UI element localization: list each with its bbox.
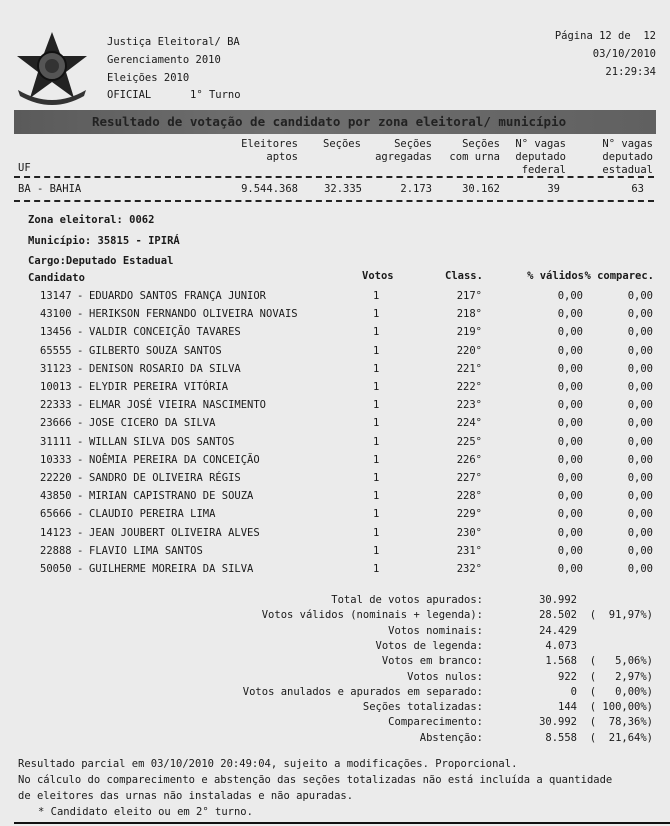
candidate-number: 31111 xyxy=(40,435,72,448)
total-label: Abstenção: xyxy=(419,731,483,744)
candidate-name: HERIKSON FERNANDO OLIVEIRA NOVAIS xyxy=(89,308,298,321)
candidate-class: 226° xyxy=(456,453,482,466)
total-row xyxy=(0,732,670,748)
candidate-class: 228° xyxy=(456,490,482,503)
candidate-pct-validos: 0,00 xyxy=(557,417,583,430)
total-percent: ( 21,64%) xyxy=(589,731,653,744)
candidate-votes: 1 xyxy=(373,563,380,575)
total-label: Votos de legenda: xyxy=(375,639,483,652)
candidate-class: 219° xyxy=(456,326,482,339)
footer-line-3: de eleitores das urnas não instaladas e não apuradas. xyxy=(18,790,354,802)
candidate-name: DENISON ROSARIO DA SILVA xyxy=(89,362,241,375)
candidate-name: WILLAN SILVA DOS SANTOS xyxy=(89,435,235,448)
candidate-class: 232° xyxy=(456,563,482,575)
candidate-dash: - xyxy=(77,526,84,539)
candidate-class: 231° xyxy=(456,544,482,557)
candidate-votes: 1 xyxy=(373,490,380,503)
total-label: Votos anulados e apurados em separado: xyxy=(242,685,483,698)
candidate-pct-comparec: 0,00 xyxy=(627,453,653,466)
candidate-pct-comparec: 0,00 xyxy=(627,417,653,430)
candidate-row xyxy=(0,417,670,433)
total-percent: ( 2,97%) xyxy=(589,670,653,683)
candidate-pct-validos: 0,00 xyxy=(557,399,583,412)
secoes-value: 32.335 xyxy=(324,183,362,195)
candidate-row xyxy=(0,508,670,524)
col-eleitores: Eleitores aptos xyxy=(241,138,298,163)
candidate-number: 22333 xyxy=(40,399,72,412)
total-row xyxy=(0,716,670,732)
candidate-pct-comparec: 0,00 xyxy=(627,290,653,302)
total-value: 1.568 xyxy=(545,655,577,668)
candidate-number: 10333 xyxy=(40,453,72,466)
candidate-class: 227° xyxy=(456,472,482,484)
total-row xyxy=(0,640,670,656)
total-value: 4.073 xyxy=(545,639,577,652)
candidate-row xyxy=(0,563,670,579)
candidate-row xyxy=(0,308,670,324)
total-value: 8.558 xyxy=(545,731,577,744)
candidate-pct-validos: 0,00 xyxy=(557,435,583,448)
candidate-votes: 1 xyxy=(373,453,380,466)
divider xyxy=(14,176,654,178)
footer-line-1: Resultado parcial em 03/10/2010 20:49:04, sujeito a modificações. Proporcional. xyxy=(18,758,518,770)
candidate-name: NOÊMIA PEREIRA DA CONCEIÇÃO xyxy=(89,453,260,466)
candidate-number: 23666 xyxy=(40,417,72,430)
candidate-votes: 1 xyxy=(373,326,380,339)
candidate-dash: - xyxy=(77,308,84,321)
candidate-dash: - xyxy=(77,490,84,503)
candidate-dash: - xyxy=(77,326,84,339)
col-uf: UF xyxy=(18,162,31,174)
candidate-name: VALDIR CONCEIÇÃO TAVARES xyxy=(89,326,241,339)
candidate-class: 230° xyxy=(456,526,482,539)
page-number: Página 12 de 12 xyxy=(554,30,656,42)
total-value: 0 xyxy=(570,685,577,698)
candidate-votes: 1 xyxy=(373,544,380,557)
candidate-class: 223° xyxy=(456,399,482,412)
candidate-pct-validos: 0,00 xyxy=(557,526,583,539)
total-label: Votos nulos: xyxy=(407,670,483,683)
candidate-pct-validos: 0,00 xyxy=(557,472,583,484)
candidate-votes: 1 xyxy=(373,435,380,448)
candidate-class: 229° xyxy=(456,508,482,521)
candidate-name: EDUARDO SANTOS FRANÇA JUNIOR xyxy=(89,290,267,302)
total-row xyxy=(0,701,670,717)
validos-header: % válidos xyxy=(527,270,584,282)
candidate-votes: 1 xyxy=(373,344,380,357)
candidate-number: 65555 xyxy=(40,344,72,357)
divider xyxy=(14,200,654,202)
col-estadual: N° vagas deputado estadual xyxy=(602,138,653,176)
candidate-dash: - xyxy=(77,435,84,448)
candidate-row xyxy=(0,527,670,543)
candidate-pct-comparec: 0,00 xyxy=(627,381,653,393)
candidate-pct-validos: 0,00 xyxy=(557,308,583,321)
candidate-votes: 1 xyxy=(373,290,380,302)
total-value: 30.992 xyxy=(539,716,577,729)
candidate-pct-comparec: 0,00 xyxy=(627,526,653,539)
report-time: 21:29:34 xyxy=(605,66,656,78)
candidate-row xyxy=(0,472,670,488)
candidate-pct-validos: 0,00 xyxy=(557,563,583,575)
candidate-pct-comparec: 0,00 xyxy=(627,490,653,503)
candidate-pct-validos: 0,00 xyxy=(557,381,583,393)
candidate-name: ELMAR JOSÉ VIEIRA NASCIMENTO xyxy=(89,399,267,412)
candidate-name: CLAUDIO PEREIRA LIMA xyxy=(89,508,216,521)
candidate-row xyxy=(0,490,670,506)
candidate-pct-comparec: 0,00 xyxy=(627,344,653,357)
candidate-class: 224° xyxy=(456,417,482,430)
candidate-class: 220° xyxy=(456,344,482,357)
status-label: OFICIAL xyxy=(107,89,152,101)
candidate-number: 43850 xyxy=(40,490,72,503)
candidate-votes: 1 xyxy=(373,508,380,521)
total-label: Votos válidos (nominais + legenda): xyxy=(261,609,483,622)
candidate-name: JOSE CICERO DA SILVA xyxy=(89,417,216,430)
candidate-row xyxy=(0,381,670,397)
candidate-pct-validos: 0,00 xyxy=(557,362,583,375)
system-name: Gerenciamento 2010 xyxy=(107,54,221,66)
candidate-dash: - xyxy=(77,563,84,575)
brasil-coat-of-arms-seal xyxy=(14,30,90,106)
total-value: 144 xyxy=(558,701,577,714)
candidate-number: 65666 xyxy=(40,508,72,521)
candidate-dash: - xyxy=(77,381,84,393)
candidate-number: 50050 xyxy=(40,563,72,575)
candidate-pct-comparec: 0,00 xyxy=(627,308,653,321)
federal-value: 39 xyxy=(547,183,560,195)
candidate-class: 222° xyxy=(456,381,482,393)
org-name: Justiça Eleitoral/ BA xyxy=(107,36,240,48)
candidate-pct-comparec: 0,00 xyxy=(627,508,653,521)
candidate-number: 13456 xyxy=(40,326,72,339)
total-row xyxy=(0,609,670,625)
total-value: 24.429 xyxy=(539,624,577,637)
candidate-number: 10013 xyxy=(40,381,72,393)
candidate-number: 22888 xyxy=(40,544,72,557)
candidate-pct-comparec: 0,00 xyxy=(627,362,653,375)
candidate-dash: - xyxy=(77,453,84,466)
candidate-number: 43100 xyxy=(40,308,72,321)
report-date: 03/10/2010 xyxy=(592,48,656,60)
col-urna: Seções com urna xyxy=(449,138,500,163)
candidate-pct-validos: 0,00 xyxy=(557,544,583,557)
candidate-pct-validos: 0,00 xyxy=(557,290,583,302)
total-row xyxy=(0,655,670,671)
candidate-name: FLAVIO LIMA SANTOS xyxy=(89,544,203,557)
municipio-label: Município: 35815 - IPIRÁ xyxy=(28,235,180,247)
col-federal: N° vagas deputado federal xyxy=(515,138,566,176)
col-agregadas: Seções agregadas xyxy=(375,138,432,163)
candidate-row xyxy=(0,290,670,306)
total-row xyxy=(0,686,670,702)
candidate-pct-comparec: 0,00 xyxy=(627,399,653,412)
report-title-banner xyxy=(14,110,656,134)
total-row xyxy=(0,625,670,641)
candidate-row xyxy=(0,454,670,470)
candidate-row xyxy=(0,545,670,561)
election-name: Eleições 2010 xyxy=(107,72,190,84)
bottom-rule xyxy=(14,822,670,824)
candidate-row xyxy=(0,345,670,361)
total-label: Seções totalizadas: xyxy=(362,701,483,714)
candidate-number: 31123 xyxy=(40,362,72,375)
total-row xyxy=(0,671,670,687)
class-header: Class. xyxy=(445,270,483,282)
candidate-class: 221° xyxy=(456,362,482,375)
candidate-number: 13147 xyxy=(40,290,72,302)
candidate-pct-comparec: 0,00 xyxy=(627,472,653,484)
candidate-votes: 1 xyxy=(373,362,380,375)
candidate-dash: - xyxy=(77,344,84,357)
zona-label: Zona eleitoral: 0062 xyxy=(28,214,155,226)
candidate-dash: - xyxy=(77,544,84,557)
total-percent: ( 78,36%) xyxy=(589,716,653,729)
candidate-name: ELYDIR PEREIRA VITÓRIA xyxy=(89,381,229,393)
total-label: Votos nominais: xyxy=(388,624,483,637)
candidate-number: 22220 xyxy=(40,472,72,484)
total-percent: ( 91,97%) xyxy=(589,609,653,622)
total-percent: ( 5,06%) xyxy=(589,655,653,668)
candidate-row xyxy=(0,436,670,452)
comparec-header: % comparec. xyxy=(584,270,654,282)
uf-value: BA - BAHIA xyxy=(18,183,82,195)
candidate-dash: - xyxy=(77,362,84,375)
candidate-dash: - xyxy=(77,399,84,412)
candidate-pct-validos: 0,00 xyxy=(557,453,583,466)
report-title: Resultado de votação de candidato por zona eleitoral/ município xyxy=(92,114,567,129)
candidate-row xyxy=(0,399,670,415)
candidate-class: 217° xyxy=(456,290,482,302)
total-percent: ( 0,00%) xyxy=(589,685,653,698)
candidate-name: MIRIAN CAPISTRANO DE SOUZA xyxy=(89,490,254,503)
candidate-name: SANDRO DE OLIVEIRA RÉGIS xyxy=(89,472,241,484)
candidate-name: GILBERTO SOUZA SANTOS xyxy=(89,344,222,357)
candidate-votes: 1 xyxy=(373,526,380,539)
candidate-dash: - xyxy=(77,290,84,302)
candidate-name: JEAN JOUBERT OLIVEIRA ALVES xyxy=(89,526,260,539)
footer-note: * Candidato eleito ou em 2° turno. xyxy=(38,806,253,818)
candidate-votes: 1 xyxy=(373,381,380,393)
col-secoes: Seções xyxy=(323,138,361,150)
candidate-pct-comparec: 0,00 xyxy=(627,326,653,339)
eleitores-value: 9.544.368 xyxy=(241,183,298,195)
candidate-row xyxy=(0,363,670,379)
candidate-pct-comparec: 0,00 xyxy=(627,435,653,448)
candidate-votes: 1 xyxy=(373,399,380,412)
candidate-pct-validos: 0,00 xyxy=(557,490,583,503)
candidate-dash: - xyxy=(77,417,84,430)
total-value: 28.502 xyxy=(539,609,577,622)
candidato-header: Candidato xyxy=(28,272,85,284)
total-percent: ( 100,00%) xyxy=(589,701,653,714)
total-label: Total de votos apurados: xyxy=(331,594,483,606)
candidate-votes: 1 xyxy=(373,472,380,484)
candidate-dash: - xyxy=(77,508,84,521)
round-label: 1° Turno xyxy=(190,89,241,101)
total-label: Votos em branco: xyxy=(381,655,483,668)
total-row xyxy=(0,594,670,610)
candidate-class: 225° xyxy=(456,435,482,448)
total-label: Comparecimento: xyxy=(388,716,483,729)
estadual-value: 63 xyxy=(631,183,644,195)
votos-header: Votos xyxy=(362,270,394,282)
candidate-name: GUILHERME MOREIRA DA SILVA xyxy=(89,563,254,575)
candidate-class: 218° xyxy=(456,308,482,321)
candidate-number: 14123 xyxy=(40,526,72,539)
candidate-votes: 1 xyxy=(373,308,380,321)
candidate-dash: - xyxy=(77,472,84,484)
cargo-label: Cargo:Deputado Estadual xyxy=(28,255,174,267)
candidate-pct-validos: 0,00 xyxy=(557,326,583,339)
candidate-pct-validos: 0,00 xyxy=(557,344,583,357)
total-value: 922 xyxy=(558,670,577,683)
candidate-pct-comparec: 0,00 xyxy=(627,544,653,557)
agregadas-value: 2.173 xyxy=(400,183,432,195)
candidate-pct-comparec: 0,00 xyxy=(627,563,653,575)
candidate-row xyxy=(0,326,670,342)
candidate-votes: 1 xyxy=(373,417,380,430)
footer-line-2: No cálculo do comparecimento e abstenção das seções totalizadas não está incluída a quantidade xyxy=(18,774,613,786)
urna-value: 30.162 xyxy=(462,183,500,195)
total-value: 30.992 xyxy=(539,594,577,606)
candidate-pct-validos: 0,00 xyxy=(557,508,583,521)
